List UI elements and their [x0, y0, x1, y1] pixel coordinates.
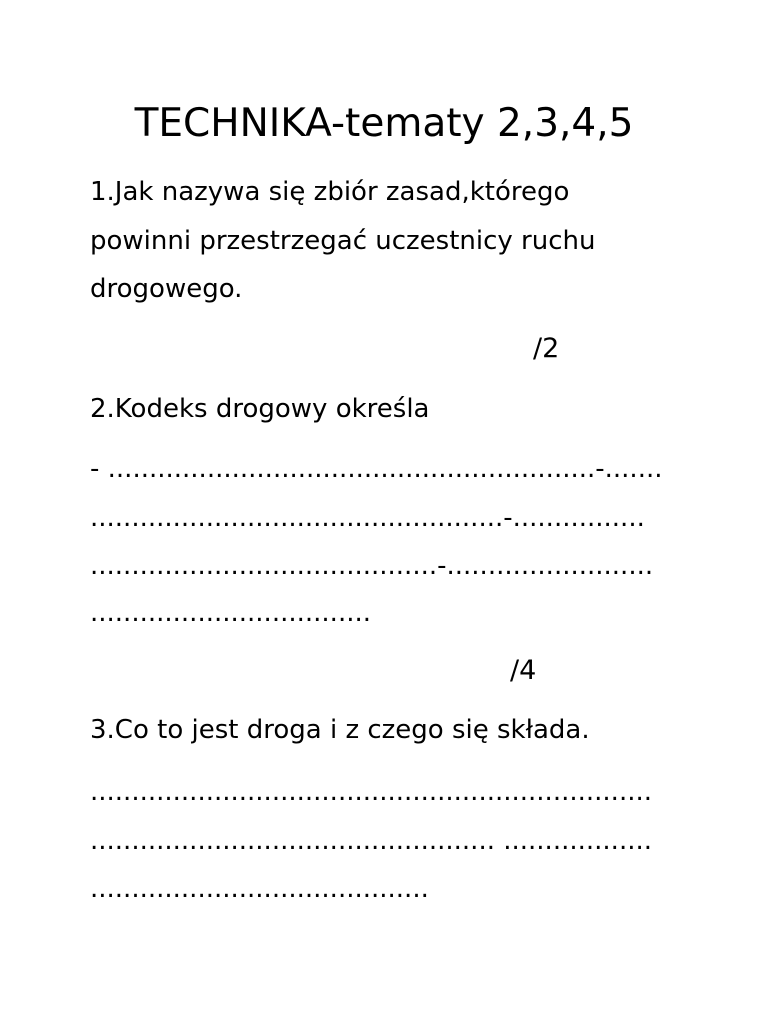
question-2-answer-line-2: ..................................................-................ — [90, 503, 645, 533]
question-2-answer-line-4: .................................. — [90, 598, 371, 628]
page-title: TECHNIKA-tematy 2,3,4,5 — [134, 101, 634, 146]
question-3-line-1: 3.Co to jest droga i z czego się składa. — [90, 715, 590, 745]
question-2-score: /4 — [510, 655, 537, 686]
question-1-line-1: 1.Jak nazywa się zbiór zasad,którego — [90, 177, 570, 207]
question-3-answer-line-2: ................................................. .................. — [90, 826, 652, 856]
question-3-answer-line-3: ......................................... — [90, 874, 429, 904]
question-1-line-2: powinni przestrzegać uczestnicy ruchu — [90, 226, 596, 256]
question-1-score: /2 — [533, 333, 560, 364]
question-1-line-3: drogowego. — [90, 274, 243, 304]
question-3-answer-line-1: .................................................................... — [90, 777, 652, 807]
question-2-line-1: 2.Kodeks drogowy określa — [90, 394, 430, 424]
question-2-answer-line-3: ..........................................-......................... — [90, 551, 654, 581]
question-2-answer-line-1: - ...........................................................-....... — [90, 454, 663, 484]
